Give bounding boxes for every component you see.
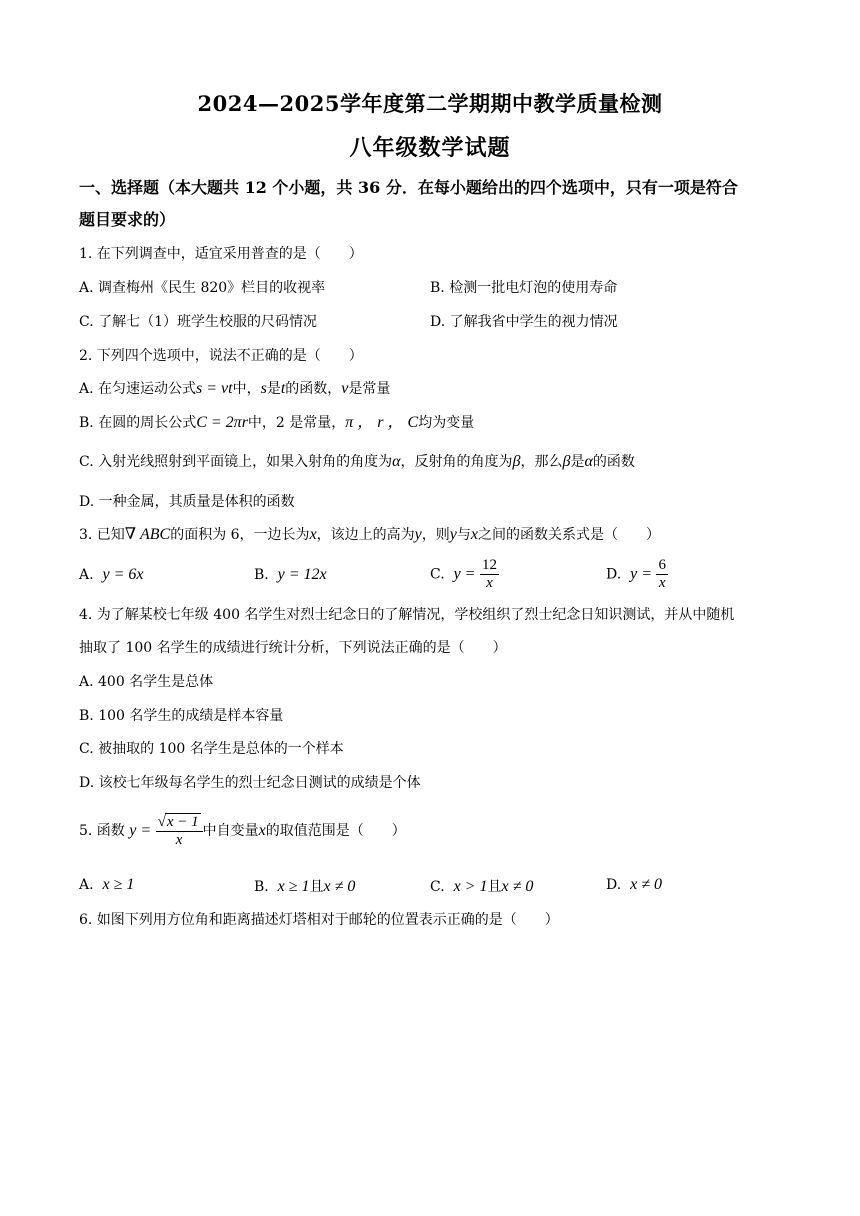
q3-triangle: ∇ ABC xyxy=(124,526,171,543)
q3-d-denominator: x xyxy=(658,575,666,591)
q5-c-and: 且 xyxy=(487,879,502,895)
q3-var-y: y xyxy=(414,526,422,543)
q5-d-label: D. xyxy=(606,877,622,893)
q2-b-formula: C = 2πr xyxy=(196,414,248,431)
q2-c-alpha: α xyxy=(392,453,401,470)
q2-c-text3: 是 xyxy=(570,454,585,470)
q3-b-expr: y = 12x xyxy=(277,566,327,583)
q2-b-vars: π ， r ， C xyxy=(345,414,419,431)
q5-a-expr: x ≥ 1 xyxy=(102,876,135,893)
q2-a-text1: 中， xyxy=(232,381,261,397)
q5-option-a xyxy=(79,876,134,894)
q3-c-numerator: 12 xyxy=(481,557,497,573)
q3-a-label: A. xyxy=(79,567,94,583)
q3-var-y2: y xyxy=(449,526,457,543)
q5-prefix: 5. 函数 xyxy=(79,823,125,839)
q3-option-c xyxy=(430,557,499,592)
section-heading-line1: 一、选择题（本大题共 12 个小题，共 36 分．在每小题给出的四个选项中，只有一项是符合 xyxy=(79,178,738,197)
q4-stem-line1: 4. 为了解某校七年级 400 名学生对烈士纪念日的了解情况，学校组织了烈士纪念日知识测试，并从中随机 xyxy=(79,607,735,623)
q2-option-d: D. 一种金属，其质量是体积的函数 xyxy=(79,494,295,510)
q3-text4: 与 xyxy=(456,527,471,543)
q2-c-prefix: C. 入射光线照射到平面镜上，如果入射角的角度为 xyxy=(79,454,393,470)
exam-title: 2024—2025学年度第二学期期中教学质量检测 xyxy=(197,91,663,116)
q2-option-c xyxy=(79,452,635,472)
q5-b-and: 且 xyxy=(309,879,324,895)
q5-b-label: B. xyxy=(254,879,269,895)
q5-suffix: 的取值范围是（ ） xyxy=(265,823,406,839)
q4-stem-line2: 抽取了 100 名学生的成绩进行统计分析，下列说法正确的是（ ） xyxy=(79,640,507,656)
q2-a-var-t: t xyxy=(280,380,286,397)
q3-c-label: C. xyxy=(430,566,445,583)
q2-a-var-s: s xyxy=(260,380,267,397)
q1-option-d: D. 了解我省中学生的视力情况 xyxy=(430,314,618,330)
q3-prefix: 3. 已知 xyxy=(79,527,125,543)
q2-c-suffix: 的函数 xyxy=(592,454,635,470)
q5-lhs: y = xyxy=(129,822,152,839)
q5-stem xyxy=(79,813,406,849)
q2-c-text1: ，反射角的角度为 xyxy=(400,454,513,470)
q2-c-text2: ，那么 xyxy=(520,454,563,470)
q5-option-d xyxy=(606,876,662,894)
q3-c-fraction xyxy=(480,557,499,592)
q1-option-b: B. 检测一批电灯泡的使用寿命 xyxy=(430,280,618,296)
q3-var-x: x xyxy=(309,526,317,543)
q3-c-denominator: x xyxy=(486,575,493,591)
q3-c-lhs: y = xyxy=(453,565,476,583)
q2-a-prefix: A. 在匀速运动公式 xyxy=(79,381,197,397)
q3-text3: ，则 xyxy=(421,527,450,543)
q2-stem: 2. 下列四个选项中，说法不正确的是（ ） xyxy=(79,348,363,364)
q5-option-c xyxy=(430,876,533,896)
q5-text1: 中自变量 xyxy=(202,823,259,839)
q3-b-label: B. xyxy=(254,567,269,583)
q4-option-c: C. 被抽取的 100 名学生是总体的一个样本 xyxy=(79,741,344,757)
q5-radicand: x − 1 xyxy=(166,814,199,830)
q2-option-a xyxy=(79,379,390,399)
q1-stem: 1. 在下列调查中，适宜采用普查的是（ ） xyxy=(79,246,363,262)
q1-option-c: C. 了解七（1）班学生校服的尺码情况 xyxy=(79,314,318,330)
q2-b-suffix: 均为变量 xyxy=(418,415,475,431)
q3-stem xyxy=(79,525,660,545)
q5-option-b xyxy=(254,876,355,896)
q3-option-a xyxy=(79,566,143,584)
q2-a-formula: s = vt xyxy=(196,380,233,397)
q5-b-expr1: x ≥ 1 xyxy=(277,878,310,895)
q4-option-b: B. 100 名学生的成绩是样本容量 xyxy=(79,708,284,724)
q3-d-label: D. xyxy=(606,566,622,583)
q3-d-fraction xyxy=(656,557,668,592)
q5-var-x: x xyxy=(258,822,266,839)
q5-a-label: A. xyxy=(79,877,94,893)
q2-option-b xyxy=(79,413,474,433)
q1-option-a: A. 调查梅州《民生 820》栏目的收视率 xyxy=(79,280,326,296)
q5-c-label: C. xyxy=(430,879,445,895)
q3-var-x2: x xyxy=(470,526,478,543)
q2-a-suffix: 是常量 xyxy=(348,381,391,397)
q3-a-expr: y = 6x xyxy=(102,566,144,583)
exam-subtitle: 八年级数学试题 xyxy=(349,135,511,161)
q5-denominator: x xyxy=(175,832,183,848)
q3-text1: 的面积为 6，一边长为 xyxy=(170,527,310,543)
q4-option-d: D. 该校七年级每名学生的烈士纪念日测试的成绩是个体 xyxy=(79,775,421,791)
q3-option-d xyxy=(606,557,668,592)
q5-fraction xyxy=(156,813,203,849)
q2-b-prefix: B. 在圆的周长公式 xyxy=(79,415,197,431)
q5-radical: √ xyxy=(157,814,166,830)
q4-option-a: A. 400 名学生是总体 xyxy=(79,674,214,690)
q5-d-expr: x ≠ 0 xyxy=(630,876,662,893)
q3-d-numerator: 6 xyxy=(658,557,666,573)
q6-stem: 6. 如图下列用方位角和距离描述灯塔相对于邮轮的位置表示正确的是（ ） xyxy=(79,912,559,928)
section-heading-line2: 题目要求的） xyxy=(79,210,176,229)
q5-c-expr1: x > 1 xyxy=(453,878,488,895)
q3-d-lhs: y = xyxy=(630,565,652,583)
q2-a-text2: 是 xyxy=(266,381,281,397)
q2-c-alpha2: α xyxy=(584,453,593,470)
q2-a-text3: 的函数， xyxy=(285,381,342,397)
q5-b-expr2: x ≠ 0 xyxy=(323,878,356,895)
q2-b-text: 中，2 是常量， xyxy=(247,415,346,431)
q5-c-expr2: x ≠ 0 xyxy=(501,878,534,895)
q2-a-var-v: v xyxy=(341,380,349,397)
q2-c-beta2: β xyxy=(562,453,571,470)
q3-text2: ，该边上的高为 xyxy=(316,527,415,543)
q2-c-beta: β xyxy=(512,453,521,470)
q3-option-b xyxy=(254,566,327,584)
q3-suffix: 之间的函数关系式是（ ） xyxy=(478,527,660,543)
q5-numerator xyxy=(156,813,203,832)
